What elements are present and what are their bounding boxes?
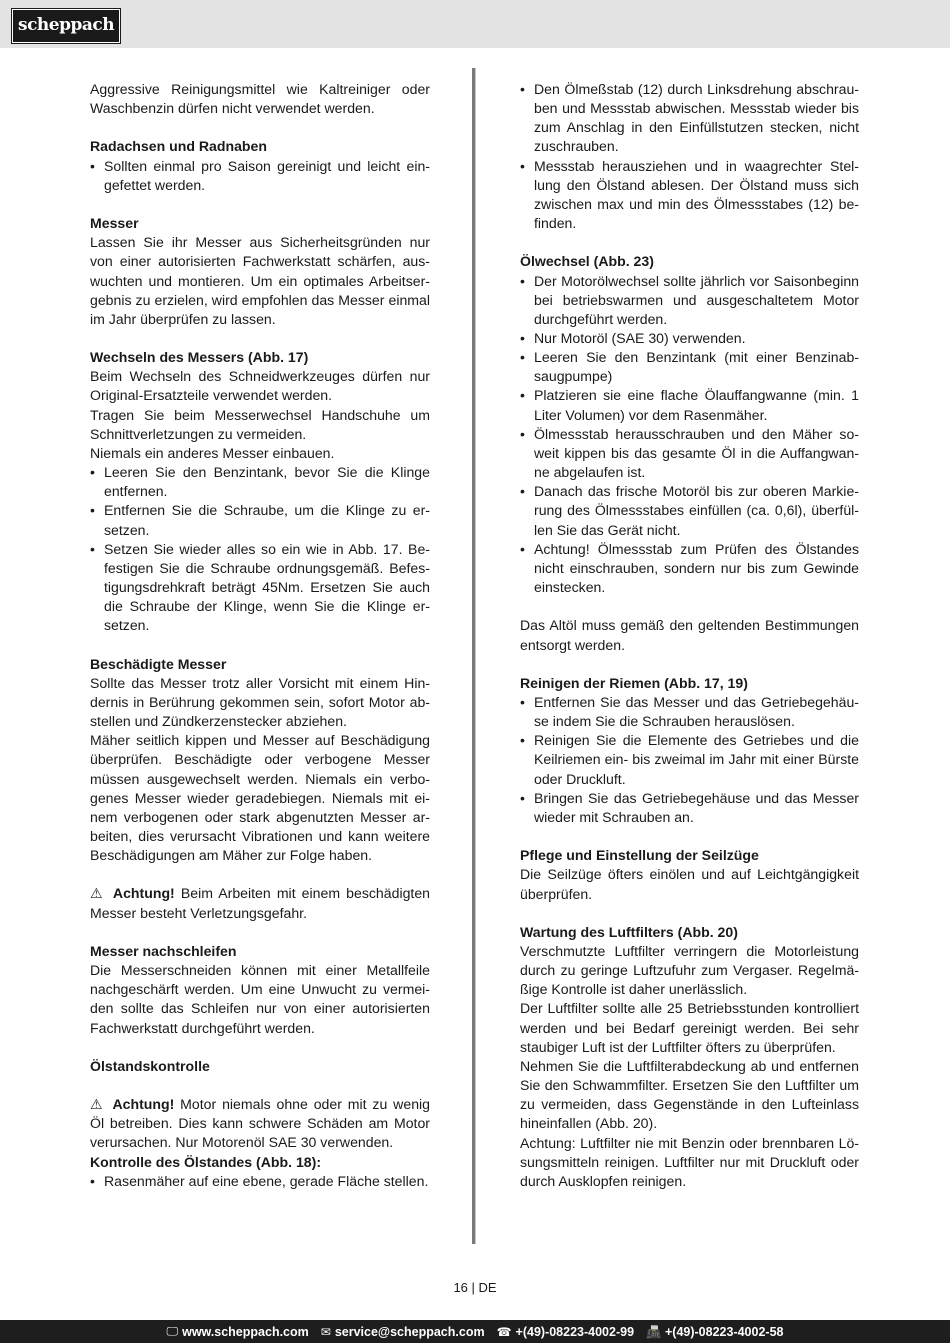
website-link[interactable]: www.scheppach.com [182,1324,309,1339]
warning-note-2 [90,1095,430,1152]
monitor-icon: 🖵 [166,1324,179,1338]
list-item: • Reinigen Sie die Elemente des Getriebes und die Keilriemen ein- bis zweimal im Jahr mit einer Bürste oder Druckluft. [520,731,859,788]
list-item: • Nur Motoröl (SAE 30) verwenden. [520,329,859,348]
altoel-note: Das Altöl muss gemäß den geltenden Bestimmungen entsorgt werden. [520,617,859,653]
seilzuege-paragraph: Die Seilzüge öfters einölen und auf Leichtgängigkeit überprüfen. [520,866,859,902]
list-item: • Ölmessstab herausschrauben und den Mäher soweit kippen bis das gesamte Öl in die Auffangwanne abgelaufen ist. [520,425,859,482]
section-heading-nachschleifen: Messer nachschleifen [90,942,237,959]
section-heading-wechseln: Wechseln des Messers (Abb. 17) [90,349,309,366]
messer-paragraph: Lassen Sie ihr Messer aus Sicherheitsgründen nur von einer autorisierten Fachwerkstatt schärfen, auswuchten und montieren. Um ein optimales Arbeitsergebnis zu erzielen, wird empfohlen das Messer einmal im Jahr überprüfen zu lassen. [90,234,430,327]
list-item: • Leeren Sie den Benzintank, bevor Sie die Klinge entfernen. [90,463,430,501]
list-item: • Danach das frische Motoröl bis zur oberen Markierung des Ölmessstabes einfüllen (ca. 0,6l), überfüllen Sie das Gerät nicht. [520,482,859,539]
list-item: • Achtung! Ölmessstab zum Prüfen des Ölstandes nicht einschrauben, sondern nur bis zum Gewinde einstecken. [520,540,859,597]
kontrolle-list [90,1172,430,1191]
section-heading-oelstand: Ölstandskontrolle [90,1057,210,1074]
list-item: • Sollten einmal pro Saison gereinigt und leicht eingefettet werden. [90,157,430,195]
email-link[interactable]: service@scheppach.com [334,1324,485,1339]
luftfilter-paragraph-2: Der Luftfilter sollte alle 25 Betriebsstunden kontrolliert werden und bei Bedarf gereinigt werden. Bei sehr staubiger Luft ist der Luftfilter öfters zu überprüfen. [520,1000,859,1055]
section-heading-radachsen: Radachsen und Radnaben [90,138,267,155]
luftfilter-paragraph-4: Achtung: Luftfilter nie mit Benzin oder brennbaren Lösungsmitteln reinigen. Luftfilter nur mit Druckluft oder durch Ausklopfen reinigen. [520,1134,859,1189]
intro-paragraph: Aggressive Reinigungsmittel wie Kaltreiniger oder Waschbenzin dürfen nicht verwendet werden. [90,81,430,117]
header-bar [0,0,950,48]
list-item: • Bringen Sie das Getriebegehäuse und das Messer wieder mit Schrauben an. [520,789,859,827]
wechseln-paragraph-2: Tragen Sie beim Messerwechsel Handschuhe um Schnittverletzungen zu vermeiden. [90,406,430,442]
luftfilter-paragraph-3: Nehmen Sie die Luftfilterabdeckung ab und entfernen Sie den Schwammfilter. Ersetzen Sie den Luftfilter um zu vermeiden, dass Gegenstände in den Lufteinlass hineinfallen (Abb. 20). [520,1057,859,1132]
list-item: • Entfernen Sie das Messer und das Getriebegehäuse indem Sie die Schrauben herauslösen. [520,693,859,731]
page-number: 16 | DE [453,1280,497,1295]
beschaedigt-paragraph-1: Sollte das Messer trotz aller Vorsicht mit einem Hindernis in Berührung gekommen sein, sofort Motor abstellen und Zündkerzenstecker abziehen. [90,674,430,730]
warning-triangle-icon: ⚠ [90,1096,105,1113]
brand-logo: scheppach [12,9,120,43]
fax-number: +(49)-08223-4002-58 [664,1324,784,1339]
warning-note-1 [90,884,430,922]
left-column [90,80,430,1191]
section-heading-seilzuege: Pflege und Einstellung der Seilzüge [520,847,759,864]
wechseln-list [90,463,430,635]
section-heading-oelwechsel: Ölwechsel (Abb. 23) [520,253,654,270]
footer-fax [646,1325,783,1339]
warning-text: Motor niemals ohne oder mit zu wenig Öl betreiben. Dies kann schwere Schäden am Motor verursachen. Nur Motorenöl SAE 30 verwenden. [90,1096,431,1151]
footer-email[interactable] [321,1325,485,1339]
list-item: • Messstab herausziehen und in waagrechter Stellung den Ölstand ablesen. Der Ölstand muss sich zwischen max und min des Ölmessstabes (12) befinden. [520,157,859,234]
list-item: • Leeren Sie den Benzintank (mit einer Benzinabsaugpumpe) [520,348,859,386]
section-heading-kontrolle: Kontrolle des Ölstandes (Abb. 18): [90,1153,322,1170]
telephone-icon: ☎ [496,1324,512,1339]
warning-text: Beim Arbeiten mit einem beschädigten Messer besteht Verletzungsgefahr. [90,885,431,921]
oelwechsel-list [520,272,859,598]
list-item: • Rasenmäher auf eine ebene, gerade Fläche stellen. [90,1172,430,1191]
section-heading-messer: Messer [90,215,139,232]
fax-icon: 📠 [646,1324,661,1339]
beschaedigt-paragraph-2: Mäher seitlich kippen und Messer auf Beschädigung überprüfen. Beschädigte oder verbogene Messer müssen ausgewechselt werden. Niemals ein verbogenes Messer wieder geradebiegen. Niemals mit einem verbogenen oder stark abgenutzten Messer arbeiten, dies verursacht Vibrationen und kann weitere Beschädigungen am Mäher zur Folge haben. [90,732,430,864]
phone-number: +(49)-08223-4002-99 [515,1324,635,1339]
section-heading-luftfilter: Wartung des Luftfilters (Abb. 20) [520,923,738,940]
list-item: • Setzen Sie wieder alles so ein wie in Abb. 17. Befestigen Sie die Schraube ordnungsgemäß. Befestigungsdrehkraft beträgt 45Nm. Ersetzen Sie auch die Schraube der Klinge, wenn Sie die Klinge ersetzen. [90,540,430,636]
footer-phone [497,1325,634,1339]
warning-label: Achtung! [112,885,175,902]
list-item: • Entfernen Sie die Schraube, um die Klinge zu ersetzen. [90,501,430,539]
section-heading-riemen: Reinigen der Riemen (Abb. 17, 19) [520,674,748,691]
right-column [520,80,859,1191]
riemen-list [520,693,859,827]
radachsen-list [90,157,430,195]
list-item: • Der Motorölwechsel sollte jährlich vor Saisonbeginn bei betriebswarmen und ausgeschaltetem Motor durchgeführt werden. [520,272,859,329]
warning-label: Achtung! [112,1096,175,1113]
footer-bar [0,1320,950,1343]
warning-triangle-icon: ⚠ [90,885,105,902]
column-divider [472,68,476,1244]
list-item: • Platzieren sie eine flache Ölauffangwanne (min. 1 Liter Volumen) vor dem Rasenmäher. [520,386,859,424]
list-item: • Den Ölmeßstab (12) durch Linksdrehung abschrauben und Messstab abwischen. Messstab wieder bis zum Anschlag in den Einfüllstutzen stecken, nicht zuschrauben. [520,80,859,157]
wechseln-paragraph-1: Beim Wechseln des Schneidwerkzeuges dürfen nur Original-Ersatzteile verwendet werden. [90,368,430,404]
section-heading-beschaedigt: Beschädigte Messer [90,655,227,672]
wechseln-paragraph-3: Niemals ein anderes Messer einbauen. [90,444,335,461]
luftfilter-paragraph-1: Verschmutzte Luftfilter verringern die Motorleistung durch zu geringe Luftzufuhr zum Vergaser. Regelmäßige Kontrolle ist daher unerlässlich. [520,942,859,998]
kontrolle-list-continued [520,80,859,233]
envelope-icon: ✉ [320,1324,331,1339]
footer-website[interactable] [167,1324,309,1339]
nachschleifen-paragraph: Die Messerschneiden können mit einer Metallfeile nachgeschärft werden. Um eine Unwucht zu vermeiden sollte das Schleifen nur von einer autorisierten Fachwerkstatt durchgeführt werden. [90,962,430,1036]
